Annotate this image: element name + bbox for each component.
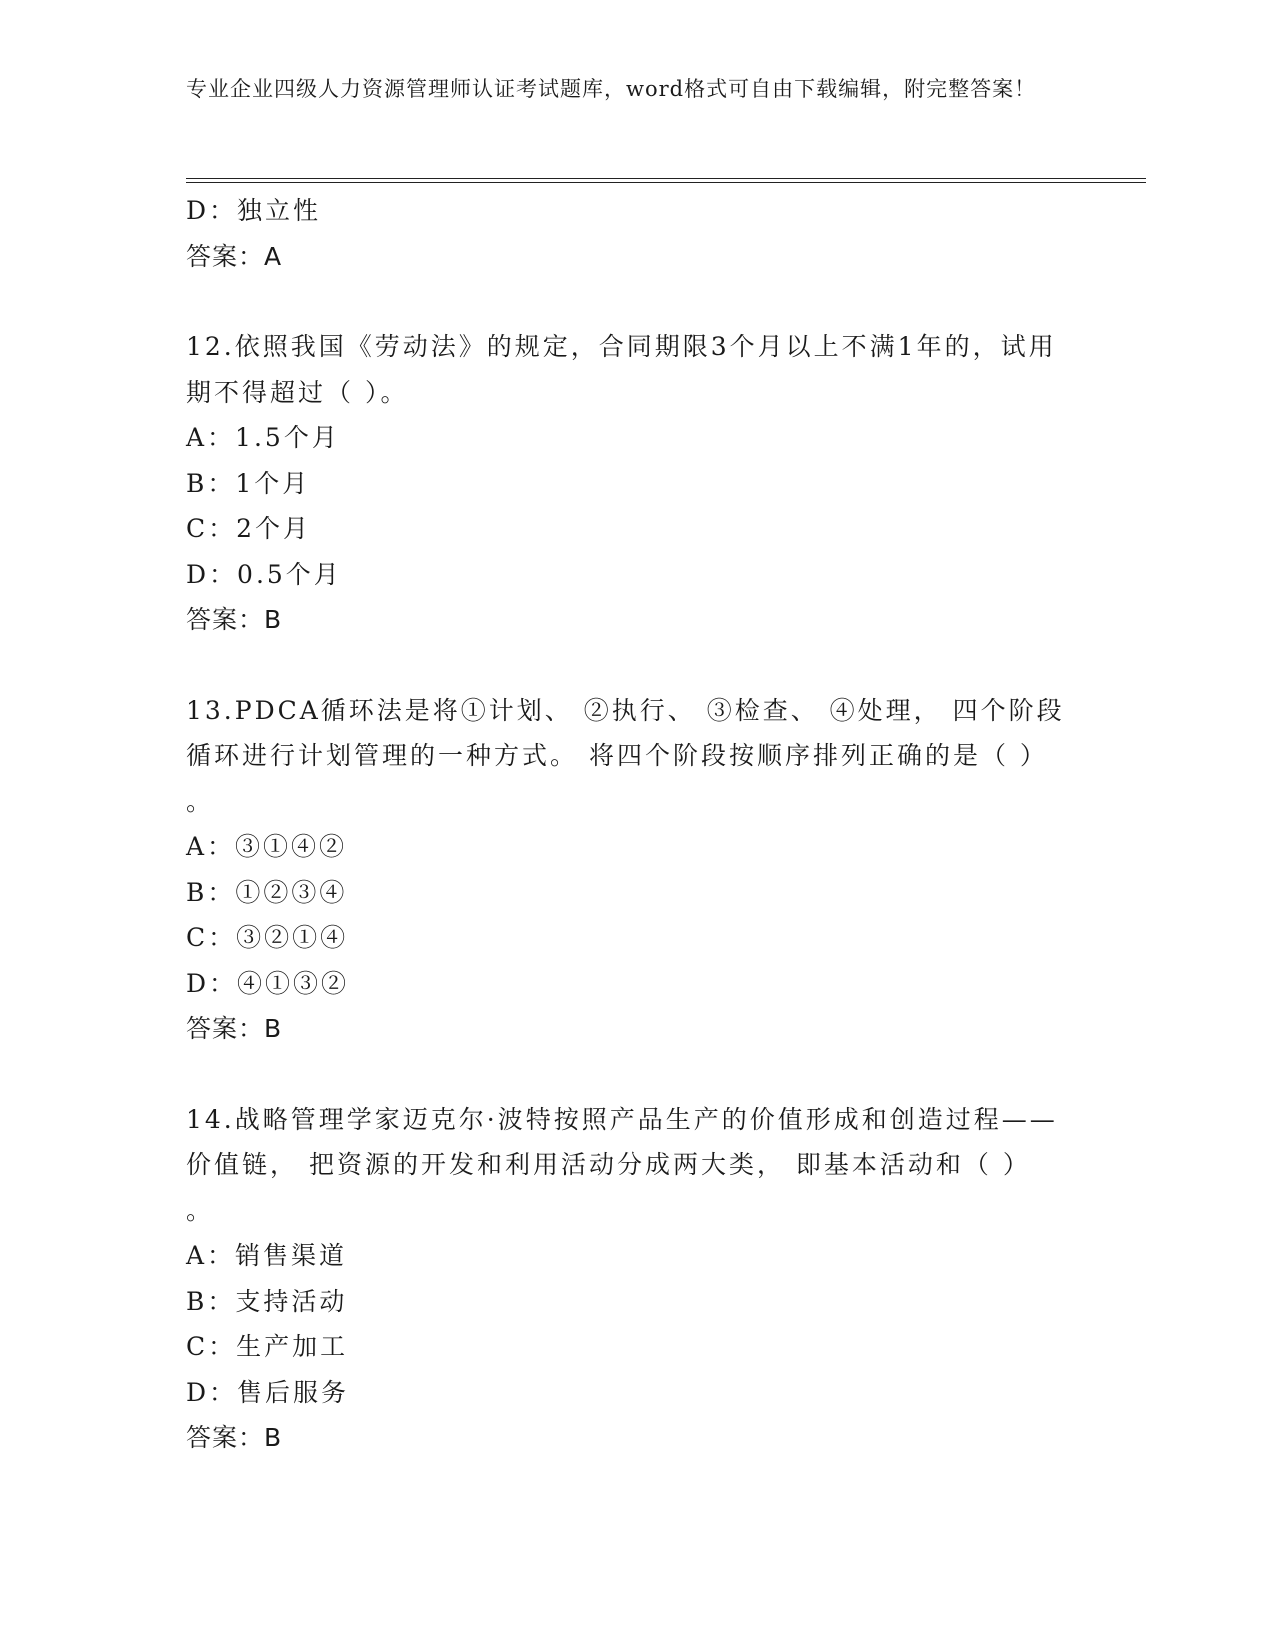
question-stem: 12.依照我国《劳动法》的规定，合同期限3个月以上不满1年的，试用期不得超过（ ）。 xyxy=(186,332,1057,407)
question-13 xyxy=(186,688,1066,1052)
option-a: A：1.5个月 xyxy=(186,423,340,452)
option-c: C：生产加工 xyxy=(186,1332,349,1361)
answer-line: 答案：A xyxy=(186,241,283,271)
option-d: D：0.5个月 xyxy=(186,559,342,589)
option-c: C：2个月 xyxy=(186,514,312,543)
option-d: D：独立性 xyxy=(186,196,322,225)
question-stem: 14.战略管理学家迈克尔·波特按照产品生产的价值形成和创造过程——价值链， 把资源的开发和利用活动分成两大类， 即基本活动和（ ） 。 xyxy=(186,1104,1058,1225)
option-b: B：1个月 xyxy=(186,468,311,498)
question-12 xyxy=(186,324,1066,643)
question-stem: 13.PDCA循环法是将①计划、 ②执行、 ③检查、 ④处理， 四个阶段循环进行计划管理的一种方式。 将四个阶段按顺序排列正确的是（ ） 。 xyxy=(186,695,1065,816)
answer-line: 答案：B xyxy=(186,1423,283,1452)
option-a: A：销售渠道 xyxy=(186,1241,348,1270)
answer-line: 答案：B xyxy=(186,1014,283,1043)
answer-line: 答案：B xyxy=(186,605,283,634)
document-body xyxy=(186,188,1066,1461)
question-14 xyxy=(186,1097,1066,1461)
page-header: 专业企业四级人力资源管理师认证考试题库，word格式可自由下载编辑，附完整答案！ xyxy=(186,77,1037,101)
header-divider xyxy=(186,178,1146,183)
option-a: A：③①④② xyxy=(186,832,348,861)
option-d: D：④①③② xyxy=(186,968,350,998)
option-d: D：售后服务 xyxy=(186,1377,350,1407)
option-c: C：③②①④ xyxy=(186,923,349,952)
option-b: B：支持活动 xyxy=(186,1286,348,1316)
option-b: B：①②③④ xyxy=(186,877,348,907)
